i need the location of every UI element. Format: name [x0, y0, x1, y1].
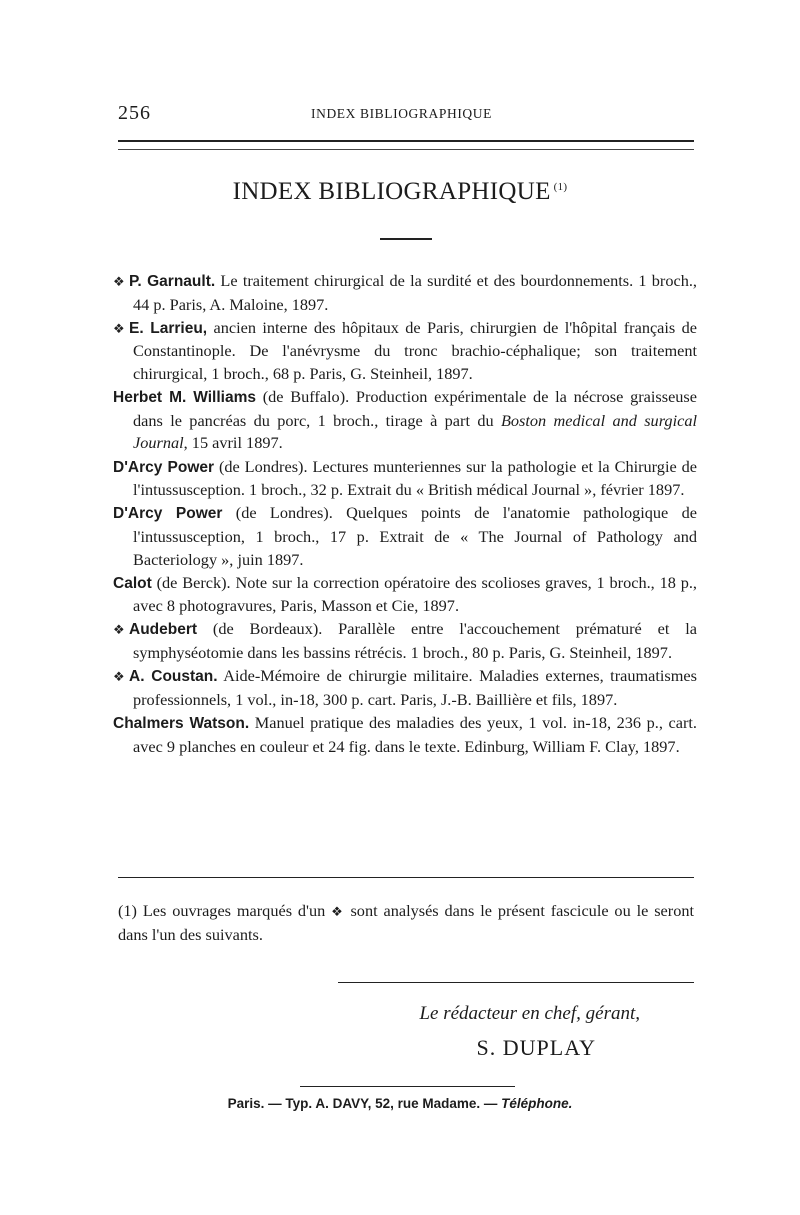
bibliography-entry — [113, 502, 697, 571]
header-rule-thin — [118, 149, 694, 150]
entry-author: Chalmers Watson. — [113, 715, 250, 733]
entry-journal: Boston medical and surgical Journal — [133, 410, 697, 453]
entry-author: D'Arcy Power — [113, 458, 215, 476]
analyzed-marker-icon: ❖ — [331, 904, 345, 919]
bibliography-list — [113, 270, 697, 758]
entry-text: (de Berck). Note sur la correction opératoire des scolioses graves, 1 broch., 18 p., avec 8 photogravures, Paris, Masson et Cie, 1897. — [133, 572, 697, 616]
imprint-rule — [300, 1086, 515, 1087]
printer-imprint — [0, 1096, 800, 1111]
entry-text: (de Londres). Quelques points de l'anatomie pathologique de l'intussusception, 1 broch., 17 p. Extrait de « The Journal of Pathology and Bacteriology », juin 1897. — [133, 503, 697, 569]
bibliography-entry — [113, 665, 697, 711]
imprint-text: Paris. — Typ. A. DAVY, 52, rue Madame. — — [227, 1096, 502, 1111]
editor-role: Le rédacteur en chef, gérant, — [419, 1003, 640, 1024]
page-title — [0, 178, 800, 206]
bibliography-entry — [113, 618, 697, 664]
bibliography-entry — [113, 712, 697, 758]
entry-author: E. Larrieu, — [129, 319, 208, 337]
entry-author: P. Garnault. — [129, 273, 216, 290]
signature-rule — [338, 982, 694, 983]
entry-text: Le traitement chirurgical de la surdité et des bourdonnements. 1 broch., 44 p. Paris, A. Maloine, 1897. — [133, 271, 697, 314]
header-rule — [118, 140, 694, 142]
footnote-text: (1) Les ouvrages marqués d'un — [118, 901, 332, 920]
entry-author: D'Arcy Power — [113, 505, 223, 523]
entry-author: Herbet M. Williams — [113, 389, 256, 407]
bibliography-entry — [113, 270, 697, 316]
editor-name: S. DUPLAY — [476, 1035, 596, 1060]
imprint-telephone: Téléphone. — [501, 1096, 573, 1111]
analyzed-marker-icon: ❖ — [113, 320, 125, 336]
title-divider — [380, 238, 432, 240]
bibliography-entry — [113, 386, 697, 455]
entry-text: ancien interne des hôpitaux de Paris, chirurgien de l'hôpital français de Constantinople. De l'anévrysme du tronc brachio-céphalique; son traitement chirurgical, 1 broch., 68 p. Paris, G. Steinheil, 1897. — [133, 317, 698, 383]
page-number: 256 — [118, 102, 151, 124]
footnote-rule — [118, 877, 694, 878]
analyzed-marker-icon: ❖ — [113, 274, 125, 289]
footnote-marker: (1) — [553, 181, 568, 193]
entry-text: (de Buffalo). Production expérimentale de la nécrose graisseuse dans le pancréas du porc, 1 broch., tirage à part du — [133, 387, 697, 430]
bibliography-entry — [113, 456, 697, 502]
entry-author: Audebert — [129, 621, 198, 639]
entry-author: Calot — [113, 574, 152, 592]
entry-text-after: , 15 avril 1897. — [183, 433, 283, 453]
entry-text: Manuel pratique des maladies des yeux, 1 vol. in-18, 236 p., cart. avec 9 planches en couleur et 24 fig. dans le texte. Edinburg, William F. Clay, 1897. — [133, 713, 697, 756]
entry-text: Aide-Mémoire de chirurgie militaire. Maladies externes, traumatismes professionnels, 1 vol., in-18, 300 p. cart. Paris, J.-B. Baillière et fils, 1897. — [133, 666, 697, 709]
footnote — [118, 900, 694, 946]
entry-text: (de Bordeaux). Parallèle entre l'accouchement prématuré et la symphyséotomie dans les bassins rétrécis. 1 broch., 80 p. Paris, G. Steinheil, 1897. — [133, 619, 697, 663]
running-header — [118, 100, 694, 126]
bibliography-entry — [113, 317, 697, 386]
bibliography-entry — [113, 572, 697, 618]
footnote-text-after: sont analysés dans le présent fascicule ou le seront dans l'un des suivants. — [118, 901, 694, 944]
entry-text: (de Londres). Lectures munteriennes sur la pathologie et la Chirurgie de l'intussusception. 1 broch., 32 p. Extrait du « British médical Journal », février 1897. — [133, 456, 697, 500]
entry-author: A. Coustan. — [129, 668, 218, 686]
page-title-text: INDEX BIBLIOGRAPHIQUE — [232, 178, 551, 205]
analyzed-marker-icon: ❖ — [113, 622, 125, 638]
analyzed-marker-icon: ❖ — [113, 669, 125, 685]
running-title: INDEX BIBLIOGRAPHIQUE — [311, 106, 492, 121]
